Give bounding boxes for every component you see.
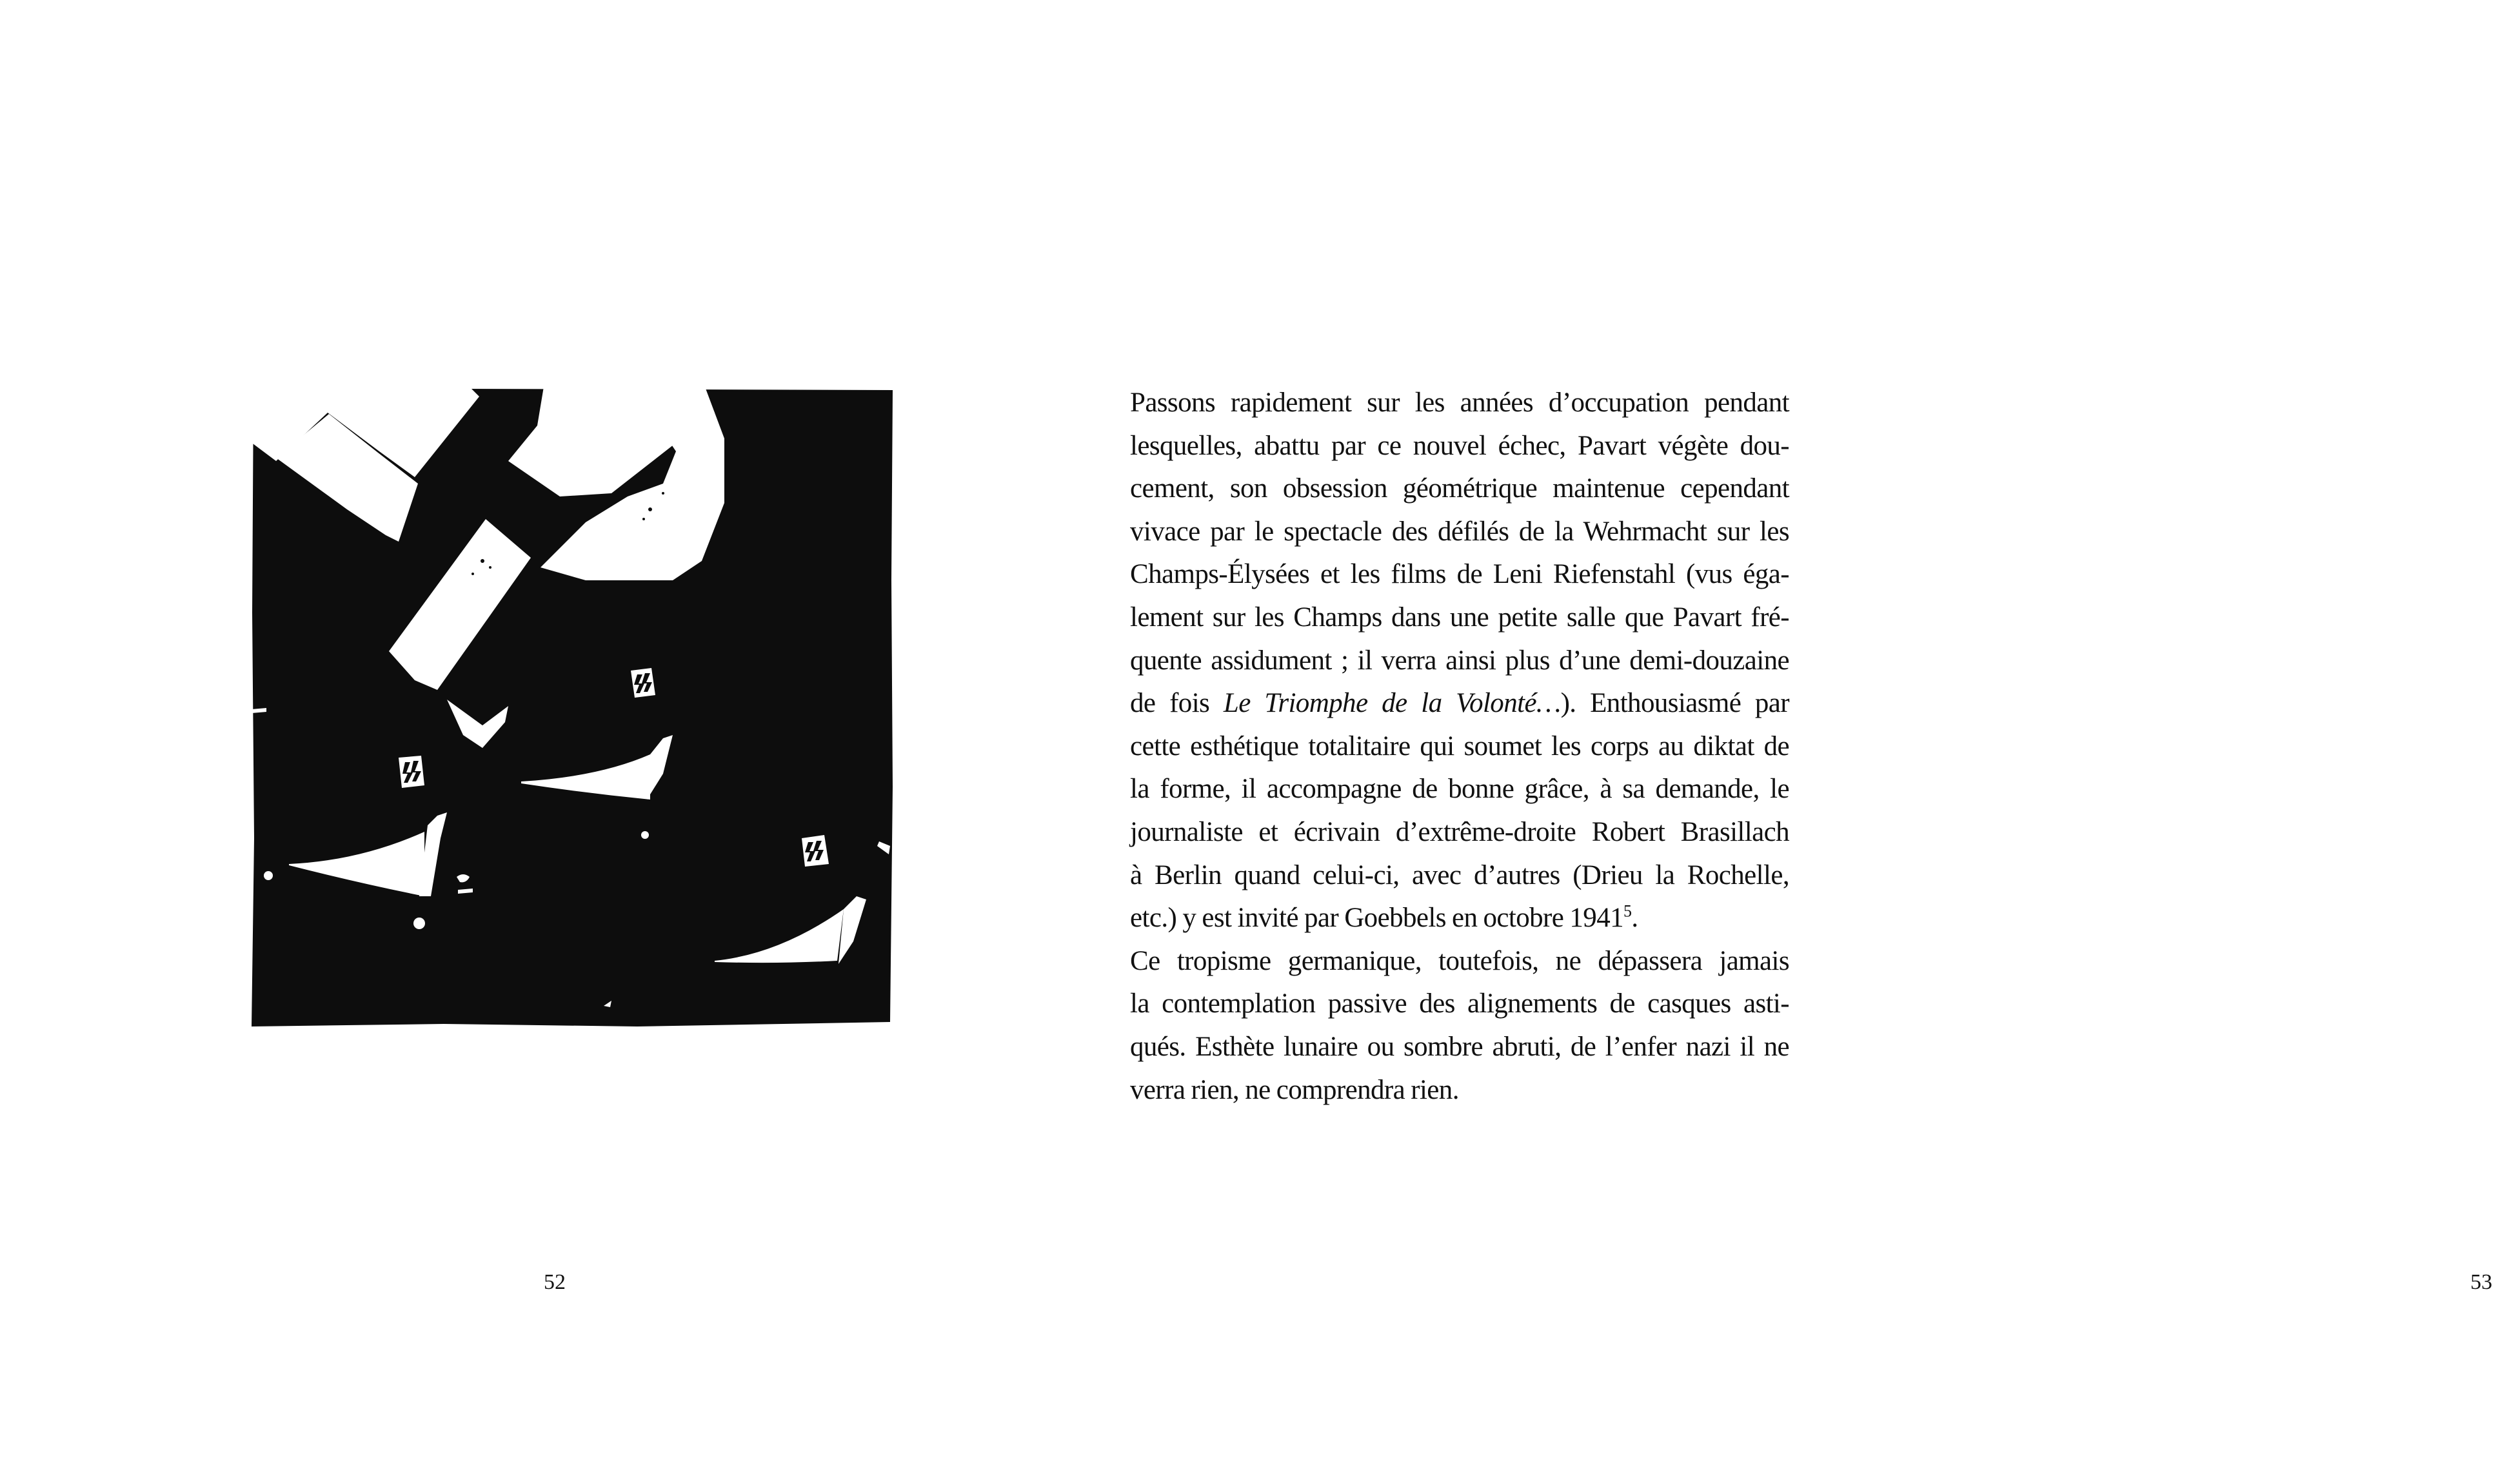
film-title: Le Triomphe de la Volonté…: [1223, 688, 1561, 719]
footnote-reference[interactable]: 5: [1623, 901, 1632, 921]
text-line: à Berlin quand celui-ci, avec d’autres (Drieu la Rochelle,: [1130, 859, 1789, 890]
text-line: la contemplation passive des alignements de casques asti-: [1130, 988, 1789, 1019]
text-line: quente assidument ; il verra ainsi plus d’une demi-douzaine: [1130, 645, 1789, 676]
text-run: ). Enthousiasmé par: [1560, 688, 1789, 719]
text-line: lesquelles, abattu par ce nouvel échec, Pavart végète dou-: [1130, 430, 1789, 461]
text-line: cement, son obsession géométrique maintenue cependant: [1130, 473, 1789, 504]
text-run: etc.) y est invité par Goebbels en octobre 1941: [1130, 903, 1624, 934]
page-number-left: 52: [544, 1270, 566, 1294]
text-line: lement sur les Champs dans une petite salle que Pavart fré-: [1130, 602, 1789, 633]
page-number-right: 53: [2470, 1270, 2492, 1294]
text-line: Passons rapidement sur les années d’occupation pendant: [1130, 388, 1789, 418]
text-line-with-footnote: etc.) y est invité par Goebbels en octobre 1941$^5$.: [1130, 901, 1638, 934]
body-text: [1130, 382, 1789, 1112]
left-page: [0, 0, 1008, 1483]
text-line: Ce tropisme germanique, toutefois, ne dépassera jamais: [1130, 945, 1789, 976]
text-line: qués. Esthète lunaire ou sombre abruti, de l’enfer nazi il ne: [1130, 1031, 1789, 1062]
text-line-with-title: [1130, 682, 1789, 725]
text-line: Champs-Élysées et les films de Leni Riefenstahl (vus éga-: [1130, 559, 1789, 590]
text-line: la forme, il accompagne de bonne grâce, à sa demande, le: [1130, 774, 1789, 805]
text-line: vivace par le spectacle des défilés de la Wehrmacht sur les: [1130, 516, 1789, 547]
text-run: de fois: [1130, 688, 1224, 719]
ink-illustration-helmets-and-banner: [250, 387, 895, 1032]
text-line: verra rien, ne comprendra rien.: [1130, 1074, 1459, 1105]
text-line: cette esthétique totalitaire qui soumet les corps au diktat de: [1130, 731, 1789, 761]
text-line: journaliste et écrivain d’extrême-droite Robert Brasillach: [1130, 816, 1789, 847]
